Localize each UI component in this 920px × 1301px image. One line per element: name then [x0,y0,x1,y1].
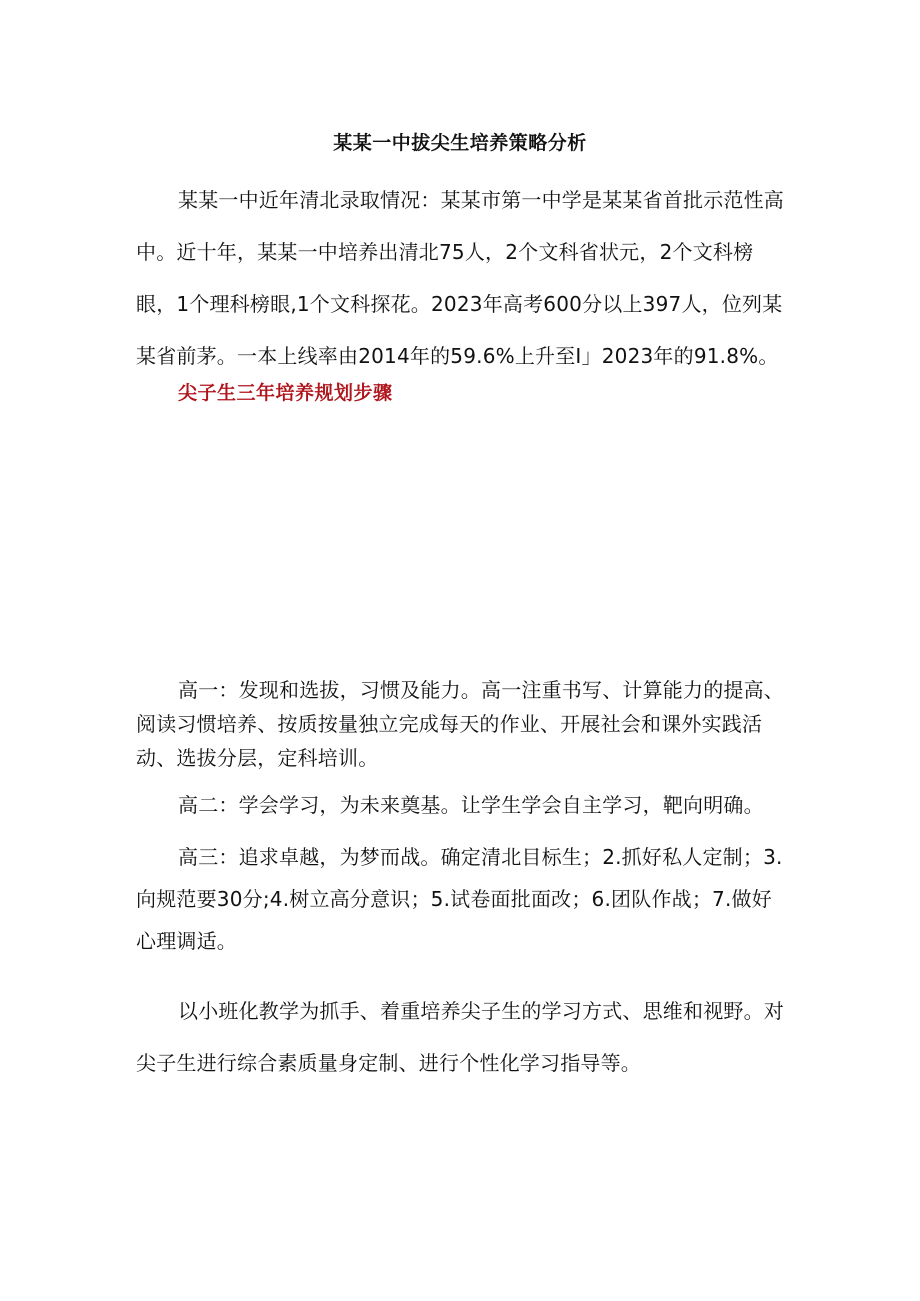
summary-paragraph: 以小班化教学为抓手、着重培养尖子生的学习方式、思维和视野。对尖子生进行综合素质量身定制、进行个性化学习指导等。 [136,999,784,1075]
document-title: 某某一中拔尖生培养策略分析 [333,132,587,154]
intro-paragraph: 某某一中近年清北录取情况：某某市第一中学是某某省首批示范性高中。近十年，某某一中培养出清北75人，2个文科省状元，2个文科榜眼，1个理科榜眼,1个文科探花。2023年高考600分以上397人，位列某某省前茅。一本上线率由2014年的59.6%上升至I」2023年的91.8%。 [136,188,784,368]
section-heading: 尖子生三年培养规划步骤 [178,382,393,404]
grade1-paragraph: 高一：发现和选拔，习惯及能力。高一注重书写、计算能力的提高、阅读习惯培养、按质按量独立完成每天的作业、开展社会和课外实践活动、选拔分层，定科培训。 [136,678,784,770]
grade2-paragraph: 高二：学会学习，为未来奠基。让学生学会自主学习，靶向明确。 [178,793,764,817]
grade3-paragraph: 高三：追求卓越，为梦而战。确定清北目标生；2.抓好私人定制；3.向规范要30分;4.树立高分意识；5.试卷面批面改；6.团队作战；7.做好心理调适。 [136,845,783,953]
